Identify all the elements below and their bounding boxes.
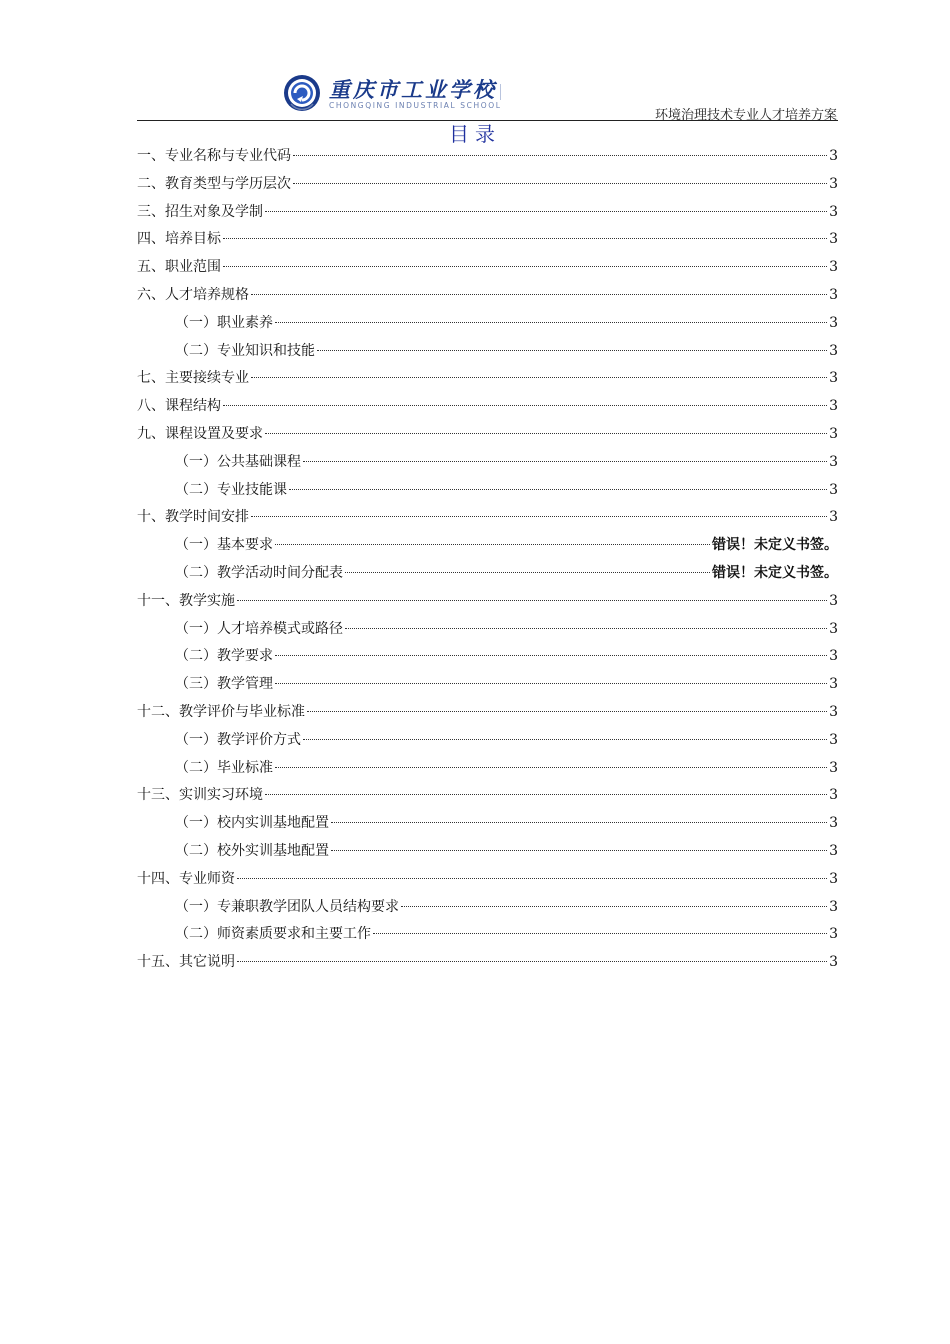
toc-entry-page-number: 3 [829,592,838,609]
toc-entry[interactable] [137,643,838,671]
toc-dot-leader [223,405,827,406]
toc-entry-bookmark-error: 错误！未定义书签。 [712,537,838,554]
toc-dot-leader [373,933,827,934]
header-separator [500,84,501,100]
toc-entry-page-number: 3 [829,148,838,164]
toc-entry-label: 十三、实训实习环境 [137,787,263,804]
toc-entry-label: 七、主要接续专业 [137,370,249,387]
toc-heading: 目录 [449,122,501,146]
toc-dot-leader [223,238,827,239]
toc-dot-leader [237,961,827,962]
toc-dot-leader [275,544,710,545]
toc-entry[interactable] [137,755,838,783]
toc-entry-page-number: 3 [829,926,838,943]
toc-entry[interactable] [137,254,838,282]
toc-entry[interactable] [137,894,838,922]
toc-entry-label: 十五、其它说明 [137,954,235,971]
toc-entry[interactable] [137,199,838,227]
toc-entry[interactable] [137,365,838,393]
toc-dot-leader [237,878,827,879]
toc-entry-page-number: 3 [829,425,838,442]
toc-dot-leader [303,461,827,462]
toc-entry-label: 六、人才培养规格 [137,286,249,303]
toc-dot-leader [303,739,827,740]
toc-entry[interactable] [137,338,838,366]
toc-entry-page-number: 3 [829,342,838,359]
toc-dot-leader [293,155,827,156]
toc-entry-page-number: 3 [829,703,838,720]
toc-entry[interactable] [137,393,838,421]
toc-entry-label: （一）人才培养模式或路径 [175,620,343,637]
toc-entry-page-number: 3 [829,175,838,192]
toc-dot-leader [265,211,827,212]
toc-entry-label: （一）职业素养 [175,314,273,331]
toc-dot-leader [289,489,827,490]
toc-entry-page-number: 3 [829,370,838,387]
toc-entry[interactable] [137,727,838,755]
toc-dot-leader [265,433,827,434]
toc-entry-label: 一、专业名称与专业代码 [137,148,291,164]
toc-dot-leader [331,850,827,851]
toc-dot-leader [275,767,827,768]
toc-entry-page-number: 3 [829,842,838,859]
toc-entry[interactable] [137,143,838,171]
toc-entry-label: 十、教学时间安排 [137,509,249,526]
toc-entry[interactable] [137,477,838,505]
toc-entry[interactable] [137,616,838,644]
toc-entry[interactable] [137,949,838,977]
toc-dot-leader [251,377,827,378]
toc-entry-label: （二）校外实训基地配置 [175,842,329,859]
toc-dot-leader [223,266,827,267]
toc-entry[interactable] [137,838,838,866]
toc-entry-page-number: 3 [829,203,838,220]
toc-entry-page-number: 3 [829,620,838,637]
logo-text-cn: 重庆市工业学校 [329,78,497,102]
toc-entry-page-number: 3 [829,481,838,498]
toc-entry-label: （一）教学评价方式 [175,731,301,748]
toc-entry-page-number: 3 [829,314,838,331]
toc-entry-label: 九、课程设置及要求 [137,425,263,442]
toc-dot-leader [345,572,710,573]
toc-dot-leader [251,294,827,295]
toc-entry[interactable] [137,504,838,532]
toc-dot-leader [331,822,827,823]
toc-entry-label: 十四、专业师资 [137,870,235,887]
toc-entry[interactable] [137,421,838,449]
toc-entry[interactable] [137,226,838,254]
toc-entry-page-number: 3 [829,231,838,248]
toc-dot-leader [293,183,827,184]
toc-entry-page-number: 3 [829,259,838,276]
toc-entry[interactable] [137,921,838,949]
toc-entry-label: （二）毕业标准 [175,759,273,776]
toc-dot-leader [237,600,827,601]
toc-entry-label: （一）公共基础课程 [175,453,301,470]
toc-dot-leader [317,350,827,351]
toc-dot-leader [275,322,827,323]
toc-entry-page-number: 3 [829,286,838,303]
toc-dot-leader [251,516,827,517]
toc-entry-label: 二、教育类型与学历层次 [137,175,291,192]
toc-dot-leader [275,655,827,656]
toc-entry-label: （一）校内实训基地配置 [175,815,329,832]
toc-entry[interactable] [137,699,838,727]
toc-dot-leader [401,906,827,907]
toc-entry-page-number: 3 [829,954,838,971]
toc-entry-label: 十一、教学实施 [137,592,235,609]
toc-entry-page-number: 3 [829,398,838,415]
toc-entry-label: （二）专业技能课 [175,481,287,498]
toc-entry[interactable] [137,588,838,616]
toc-entry[interactable] [137,782,838,810]
document-title: 环境治理技术专业人才培养方案 [654,108,837,123]
toc-entry-page-number: 3 [829,509,838,526]
school-logo [283,74,513,114]
logo-text-en: CHONGQING INDUSTRIAL SCHOOL [329,101,502,110]
toc-entry-label: 八、课程结构 [137,398,221,415]
toc-dot-leader [307,711,827,712]
toc-entry-label: （二）师资素质要求和主要工作 [175,926,371,943]
toc-entry-bookmark-error: 错误！未定义书签。 [712,564,838,581]
toc-entry-page-number: 3 [829,731,838,748]
toc-entry-page-number: 3 [829,759,838,776]
toc-entry-label: 十二、教学评价与毕业标准 [137,703,305,720]
toc-entry[interactable] [137,560,838,588]
school-emblem-icon [283,74,321,112]
toc-entry-label: （一）基本要求 [175,537,273,554]
toc-entry-label: （三）教学管理 [175,676,273,693]
toc-entry-page-number: 3 [829,787,838,804]
toc-entry[interactable] [137,282,838,310]
toc-entry-page-number: 3 [829,676,838,693]
toc-entry-label: （二）专业知识和技能 [175,342,315,359]
toc-dot-leader [265,794,827,795]
toc-entry-page-number: 3 [829,898,838,915]
toc-entry[interactable] [137,449,838,477]
toc-entry-label: 三、招生对象及学制 [137,203,263,220]
toc-entry-page-number: 3 [829,870,838,887]
table-of-contents [137,143,838,977]
toc-entry-page-number: 3 [829,453,838,470]
page-header [0,0,950,124]
toc-entry-page-number: 3 [829,815,838,832]
toc-dot-leader [275,683,827,684]
toc-entry[interactable] [137,310,838,338]
toc-entry-label: （二）教学活动时间分配表 [175,564,343,581]
toc-entry[interactable] [137,532,838,560]
toc-entry-label: 五、职业范围 [137,259,221,276]
toc-entry[interactable] [137,171,838,199]
toc-entry-label: （二）教学要求 [175,648,273,665]
toc-entry[interactable] [137,671,838,699]
toc-dot-leader [345,628,827,629]
toc-entry[interactable] [137,810,838,838]
toc-entry-label: （一）专兼职教学团队人员结构要求 [175,898,399,915]
toc-entry-page-number: 3 [829,648,838,665]
toc-entry-label: 四、培养目标 [137,231,221,248]
toc-entry[interactable] [137,866,838,894]
